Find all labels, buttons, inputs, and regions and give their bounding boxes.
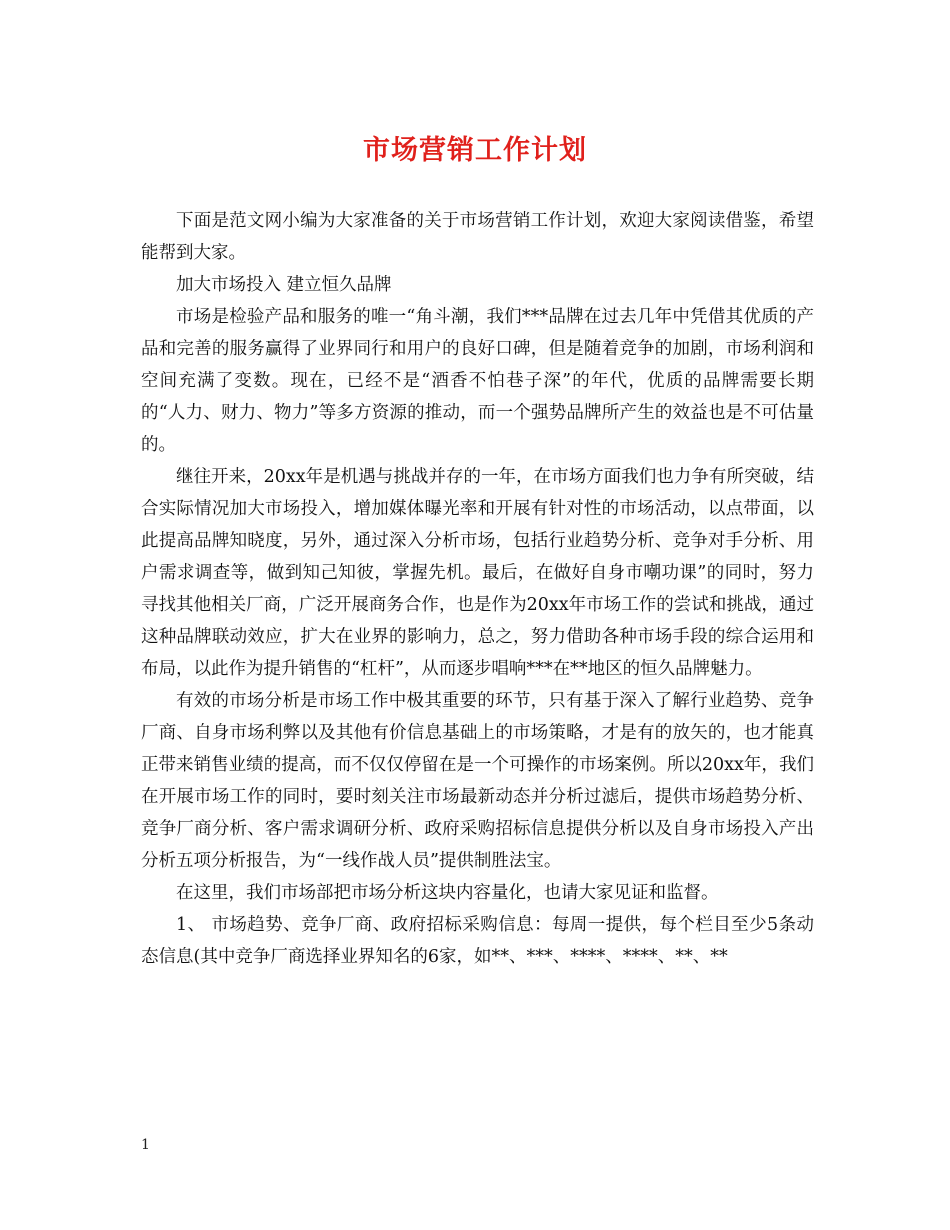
paragraph-quantify: 在这里，我们市场部把市场分析这块内容量化，也请大家见证和监督。	[176, 883, 719, 903]
document-title: 市场营销工作计划	[363, 135, 587, 166]
paragraph-strategy: 继往开来，20xx年是机遇与挑战并存的一年，在市场方面我们也力争有所突破，结合实际情况加大市场投入，增加媒体曝光率和开展有针对性的市场活动，以点带面，以此提高品牌知晓度，另外，通过深入分析市场，包括行业趋势分析、竞争对手分析、用户需求调查等，做到知己知彼，掌握先机。最后，在做好自身市嘲功课”的同时，努力寻找其他相关厂商，广泛开展商务合作，也是作为20xx年市场工作的尝试和挑战，通过这种品牌联动效应，扩大在业界的影响力，总之，努力借助各种市场手段的综合运用和布局，以此作为提升销售的“杠杆”，从而逐步唱响***在**地区的恒久品牌魅力。	[141, 467, 814, 679]
paragraph-heading: 加大市场投入 建立恒久品牌	[176, 275, 392, 295]
paragraph-list-item-1: 1、 市场趋势、竞争厂商、政府招标采购信息：每周一提供，每个栏目至少5条动态信息(其中竞争厂商选择业界知名的6家，如**、***、****、****、**、**	[141, 915, 814, 967]
page-number: 1	[141, 1137, 150, 1153]
document-body	[141, 205, 814, 973]
paragraph-analysis: 有效的市场分析是市场工作中极其重要的环节，只有基于深入了解行业趋势、竞争厂商、自身市场利弊以及其他有价信息基础上的市场策略，才是有的放矢的，也才能真正带来销售业绩的提高，而不仅仅停留在是一个可操作的市场案例。所以20xx年，我们在开展市场工作的同时，要时刻关注市场最新动态并分析过滤后，提供市场趋势分析、竞争厂商分析、客户需求调研分析、政府采购招标信息提供分析以及自身市场投入产出分析五项分析报告，为“一线作战人员”提供制胜法宝。	[141, 691, 814, 871]
paragraph-market-brand: 市场是检验产品和服务的唯一“角斗潮，我们***品牌在过去几年中凭借其优质的产品和完善的服务赢得了业界同行和用户的良好口碑，但是随着竞争的加剧，市场利润和空间充满了变数。现在，已经不是“酒香不怕巷子深”的年代，优质的品牌需要长期的“人力、财力、物力”等多方资源的推动，而一个强势品牌所产生的效益也是不可估量的。	[141, 307, 814, 455]
paragraph-intro: 下面是范文网小编为大家准备的关于市场营销工作计划，欢迎大家阅读借鉴，希望能帮到大家。	[141, 211, 814, 263]
